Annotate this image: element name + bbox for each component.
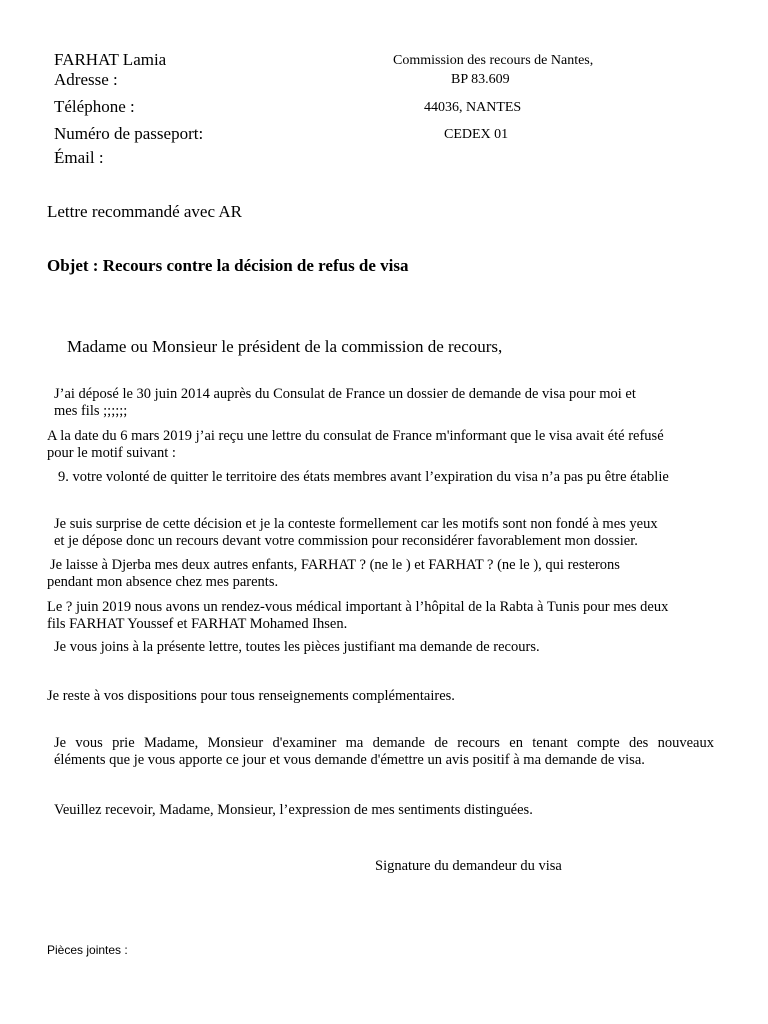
letter-subject: Objet : Recours contre la décision de refus de visa <box>47 256 409 275</box>
mail-type: Lettre recommandé avec AR <box>47 202 242 221</box>
sender-name: FARHAT Lamia <box>54 50 167 69</box>
paragraph-1-line-1: J’ai déposé le 30 juin 2014 auprès du Consulat de France un dossier de demande de visa pour moi et <box>54 386 636 402</box>
paragraph-8 <box>54 735 714 769</box>
sender-address-label: Adresse : <box>54 70 118 89</box>
paragraph-3-line-2: et je dépose donc un recours devant votre commission pour reconsidérer favorablement mon dossier. <box>54 533 638 549</box>
recipient-line-2: BP 83.609 <box>451 72 510 87</box>
sender-email-label: Émail : <box>54 148 104 167</box>
paragraph-5-line-1: Le ? juin 2019 nous avons un rendez-vous médical important à l’hôpital de la Rabta à Tunis pour mes deux <box>47 599 669 615</box>
paragraph-5-line-2: fils FARHAT Youssef et FARHAT Mohamed Ihsen. <box>47 616 348 632</box>
recipient-line-1: Commission des recours de Nantes, <box>393 53 594 68</box>
signature-label: Signature du demandeur du visa <box>375 858 562 874</box>
paragraph-8-line-2: éléments que je vous apporte ce jour et vous demande d'émettre un avis positif à ma demande de visa. <box>54 752 645 768</box>
salutation: Madame ou Monsieur le président de la commission de recours, <box>67 337 503 356</box>
closing-formula: Veuillez recevoir, Madame, Monsieur, l’expression de mes sentiments distinguées. <box>54 802 533 818</box>
paragraph-2-line-2: pour le motif suivant : <box>47 445 176 461</box>
paragraph-7: Je reste à vos dispositions pour tous renseignements complémentaires. <box>47 688 455 704</box>
paragraph-1-line-2: mes fils ;;;;;; <box>54 403 128 419</box>
paragraph-4-line-1: Je laisse à Djerba mes deux autres enfants, FARHAT ? (ne le ) et FARHAT ? (ne le ), qui resterons <box>50 557 620 573</box>
sender-passport-label: Numéro de passeport: <box>54 124 204 143</box>
recipient-line-3: 44036, NANTES <box>424 100 522 115</box>
attachments-label: Pièces jointes : <box>47 943 128 957</box>
paragraph-8-line-1: Je vous prie Madame, Monsieur d'examiner ma demande de recours en tenant compte des nouveaux <box>54 735 714 751</box>
sender-phone-label: Téléphone : <box>54 97 135 116</box>
paragraph-4-line-2: pendant mon absence chez mes parents. <box>47 574 279 590</box>
paragraph-2-line-1: A la date du 6 mars 2019 j’ai reçu une lettre du consulat de France m'informant que le visa avait été refusé <box>47 428 664 444</box>
refusal-motif: 9. votre volonté de quitter le territoire des états membres avant l’expiration du visa n’a pas pu être établie <box>58 469 669 485</box>
paragraph-3-line-1: Je suis surprise de cette décision et je la conteste formellement car les motifs sont non fondé à mes yeux <box>54 516 658 532</box>
paragraph-6: Je vous joins à la présente lettre, toutes les pièces justifiant ma demande de recours. <box>54 639 540 655</box>
recipient-line-4: CEDEX 01 <box>444 127 509 142</box>
